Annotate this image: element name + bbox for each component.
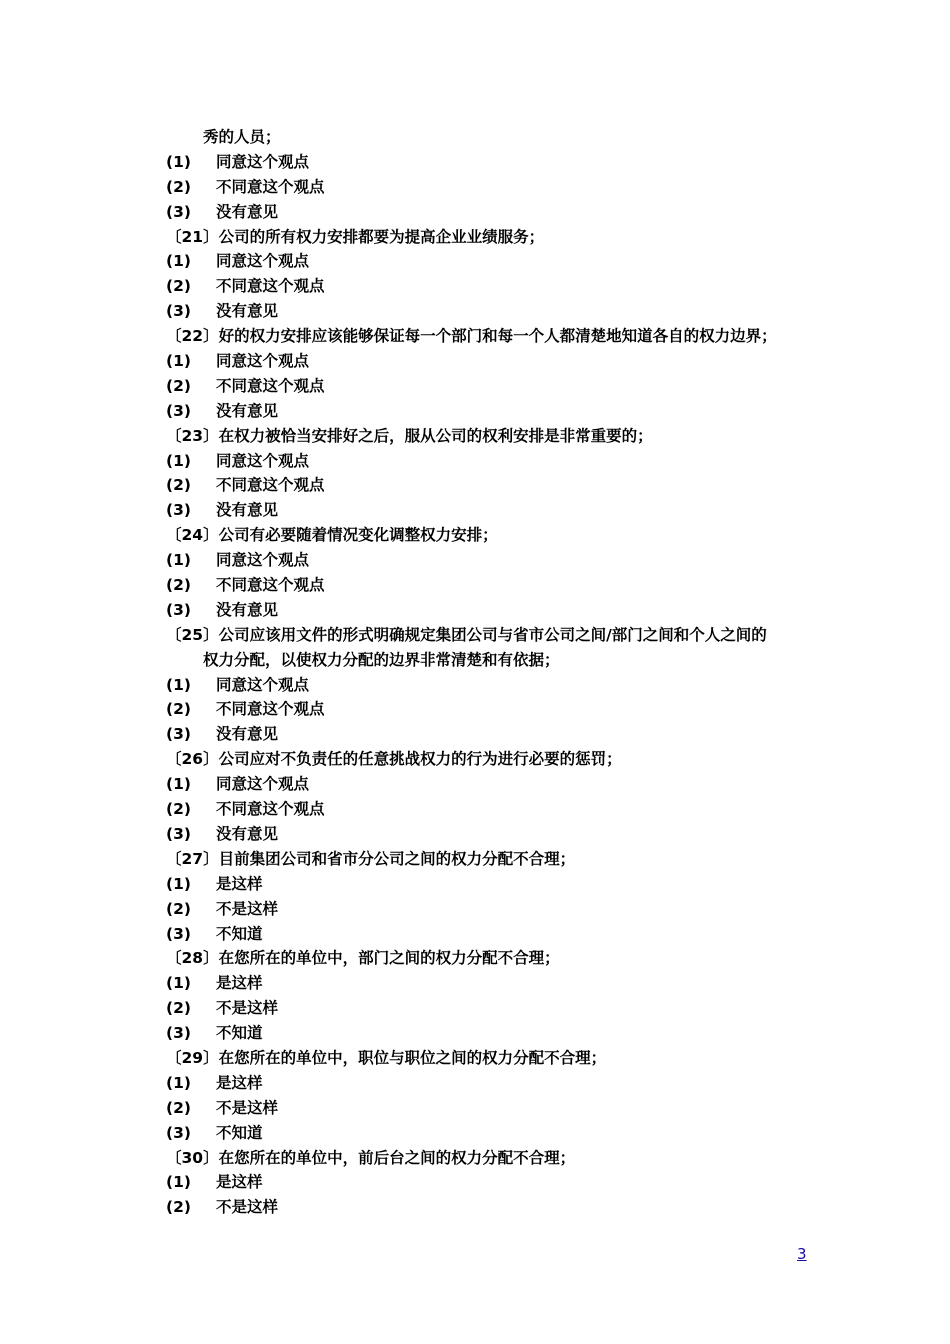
option-number: (3) [166, 501, 191, 520]
question-number: 〔30〕 [166, 1148, 219, 1167]
option-number: (1) [166, 974, 191, 993]
option-text: 不同意这个观点 [216, 576, 325, 595]
answer-option [166, 473, 826, 498]
option-text: 不知道 [216, 1024, 263, 1043]
option-number: (1) [166, 551, 191, 570]
option-number: (1) [166, 675, 191, 694]
answer-option [166, 200, 826, 225]
option-text: 不是这样 [216, 899, 279, 918]
answer-option [166, 299, 826, 324]
answer-option [166, 673, 826, 698]
option-number: (1) [166, 451, 191, 470]
option-text: 不同意这个观点 [216, 800, 325, 819]
option-number: (2) [166, 899, 191, 918]
answer-option [166, 971, 826, 996]
option-text: 不知道 [216, 1123, 263, 1142]
question-line [166, 623, 826, 648]
answer-option [166, 274, 826, 299]
question-text: 在您所在的单位中，职位与职位之间的权力分配不合理； [218, 1048, 607, 1067]
answer-option [166, 1096, 826, 1121]
answer-option [166, 150, 826, 175]
option-number: (3) [166, 1024, 191, 1043]
question-line [166, 523, 826, 548]
continuation-text: 权力分配，以使权力分配的边界非常清楚和有依据； [203, 650, 560, 669]
answer-option [166, 1195, 826, 1220]
option-text: 不是这样 [216, 1198, 279, 1217]
answer-option [166, 1170, 826, 1195]
option-number: (1) [166, 152, 191, 171]
option-number: (1) [166, 775, 191, 794]
answer-option [166, 1071, 826, 1096]
answer-option [166, 1121, 826, 1146]
question-line [166, 747, 826, 772]
option-text: 不同意这个观点 [216, 177, 325, 196]
option-text: 不是这样 [216, 999, 279, 1018]
answer-option [166, 449, 826, 474]
question-number: 〔26〕 [166, 750, 219, 769]
option-number: (1) [166, 352, 191, 371]
option-text: 没有意见 [216, 824, 279, 843]
question-number: 〔29〕 [166, 1048, 219, 1067]
question-line [166, 847, 826, 872]
option-text: 没有意见 [216, 725, 279, 744]
question-text: 在您所在的单位中，前后台之间的权力分配不合理； [218, 1148, 576, 1167]
question-text: 公司应对不负责任的任意挑战权力的行为进行必要的惩罚； [218, 750, 622, 769]
answer-option [166, 249, 826, 274]
question-text: 公司的所有权力安排都要为提高企业业绩服务； [218, 227, 545, 246]
answer-option [166, 573, 826, 598]
questionnaire-body [166, 125, 826, 1220]
page-number-link[interactable]: 3 [797, 1245, 807, 1263]
continuation-text: 秀的人员； [203, 128, 281, 146]
option-number: (2) [166, 177, 191, 196]
answer-option [166, 996, 826, 1021]
option-text: 同意这个观点 [216, 352, 310, 371]
option-text: 没有意见 [216, 302, 279, 321]
option-text: 不同意这个观点 [216, 476, 325, 495]
question-line [166, 225, 826, 250]
answer-option [166, 175, 826, 200]
question-text: 目前集团公司和省市分公司之间的权力分配不合理； [218, 849, 576, 868]
answer-option [166, 922, 826, 947]
option-text: 没有意见 [216, 202, 279, 221]
option-number: (3) [166, 202, 191, 221]
option-number: (3) [166, 1123, 191, 1142]
question-line [166, 1146, 826, 1171]
option-number: (3) [166, 725, 191, 744]
answer-option [166, 772, 826, 797]
option-text: 同意这个观点 [216, 252, 310, 271]
option-number: (2) [166, 576, 191, 595]
option-text: 是这样 [216, 1073, 263, 1092]
question-text: 在权力被恰当安排好之后，服从公司的权利安排是非常重要的； [218, 426, 653, 445]
answer-option [166, 548, 826, 573]
question-line [166, 324, 826, 349]
option-text: 同意这个观点 [216, 775, 310, 794]
question-text: 公司有必要随着情况变化调整权力安排； [218, 526, 498, 545]
option-number: (3) [166, 924, 191, 943]
option-number: (3) [166, 600, 191, 619]
option-number: (2) [166, 1098, 191, 1117]
question-number: 〔27〕 [166, 849, 219, 868]
option-number: (3) [166, 302, 191, 321]
option-number: (1) [166, 1073, 191, 1092]
option-text: 不同意这个观点 [216, 376, 325, 395]
answer-option [166, 897, 826, 922]
answer-option [166, 1021, 826, 1046]
option-text: 同意这个观点 [216, 451, 310, 470]
question-number: 〔24〕 [166, 526, 219, 545]
question-line [166, 946, 826, 971]
option-text: 同意这个观点 [216, 152, 310, 171]
option-number: (2) [166, 700, 191, 719]
answer-option [166, 598, 826, 623]
option-text: 不知道 [216, 924, 263, 943]
question-number: 〔28〕 [166, 949, 219, 968]
option-text: 不同意这个观点 [216, 277, 325, 296]
option-text: 没有意见 [216, 600, 279, 619]
question-number: 〔22〕 [166, 327, 219, 346]
question-number: 〔21〕 [166, 227, 219, 246]
option-text: 是这样 [216, 874, 263, 893]
question-number: 〔25〕 [166, 625, 219, 644]
option-text: 同意这个观点 [216, 551, 310, 570]
question-line [166, 1046, 826, 1071]
answer-option [166, 797, 826, 822]
question-text: 公司应该用文件的形式明确规定集团公司与省市公司之间/部门之间和个人之间的 [218, 625, 767, 644]
option-text: 不是这样 [216, 1098, 279, 1117]
answer-option [166, 872, 826, 897]
option-number: (1) [166, 874, 191, 893]
question-number: 〔23〕 [166, 426, 219, 445]
question-text: 好的权力安排应该能够保证每一个部门和每一个人都清楚地知道各自的权力边界； [218, 327, 777, 346]
option-text: 没有意见 [216, 401, 279, 420]
option-number: (3) [166, 824, 191, 843]
question-line [166, 424, 826, 449]
answer-option [166, 349, 826, 374]
question-text: 在您所在的单位中，部门之间的权力分配不合理； [218, 949, 560, 968]
option-number: (1) [166, 252, 191, 271]
option-number: (2) [166, 800, 191, 819]
option-number: (2) [166, 476, 191, 495]
answer-option [166, 399, 826, 424]
answer-option [166, 722, 826, 747]
option-number: (3) [166, 401, 191, 420]
option-number: (2) [166, 376, 191, 395]
answer-option [166, 822, 826, 847]
option-text: 没有意见 [216, 501, 279, 520]
answer-option [166, 374, 826, 399]
option-text: 是这样 [216, 1173, 263, 1192]
option-number: (1) [166, 1173, 191, 1192]
option-text: 同意这个观点 [216, 675, 310, 694]
option-number: (2) [166, 999, 191, 1018]
option-text: 不同意这个观点 [216, 700, 325, 719]
question-continuation [166, 125, 826, 150]
option-number: (2) [166, 1198, 191, 1217]
option-text: 是这样 [216, 974, 263, 993]
answer-option [166, 498, 826, 523]
question-continuation [166, 648, 826, 673]
option-number: (2) [166, 277, 191, 296]
answer-option [166, 697, 826, 722]
